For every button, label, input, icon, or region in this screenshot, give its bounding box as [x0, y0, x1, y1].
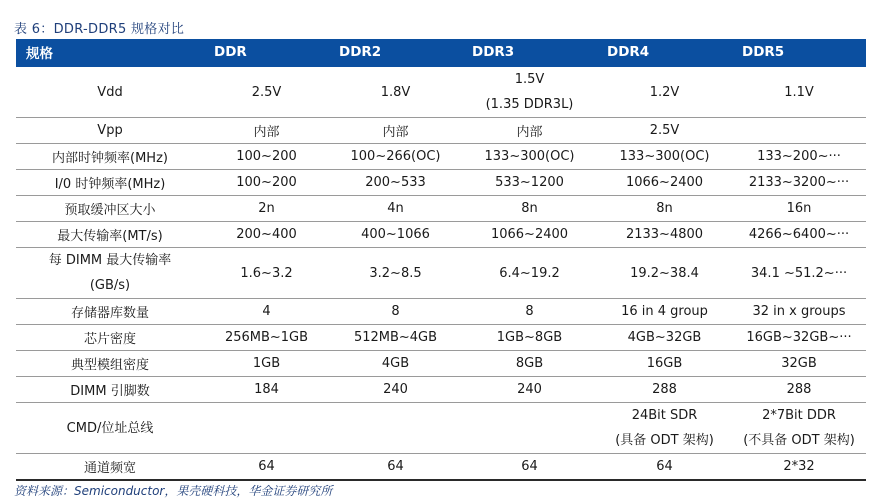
cell-text: 200~400: [236, 227, 297, 242]
table-cell: [597, 299, 732, 325]
cell-text: 4: [262, 304, 271, 319]
cell-text: 100~266(OC): [350, 149, 441, 164]
table-row: [16, 248, 866, 299]
row-label: [16, 403, 204, 454]
table-cell: [462, 248, 597, 299]
table-row: [16, 454, 866, 481]
cell-text: 1.1V: [784, 84, 814, 100]
row-label-text: 预取缓冲区大小: [64, 203, 156, 218]
row-label-text: 每 DIMM 最大传输率: [48, 253, 172, 268]
table-cell: [462, 118, 597, 144]
row-label-text: (GB/s): [89, 278, 131, 293]
cell-text: 64: [521, 459, 538, 474]
table-cell: [204, 248, 329, 299]
cell-text: 8GB: [515, 356, 544, 371]
row-label-text: Vpp: [97, 123, 123, 138]
table-cell: [329, 118, 462, 144]
cell-text: 1.2V: [649, 84, 680, 100]
row-label: [16, 66, 204, 118]
table-cell: [462, 66, 597, 118]
table-cell: [732, 144, 866, 170]
cell-text: 8n: [521, 201, 538, 216]
cell-text: 32GB: [781, 356, 817, 371]
table-cell: [597, 66, 732, 118]
table-cell: [204, 66, 329, 118]
table-cell: [329, 351, 462, 377]
table-cell: [597, 454, 732, 481]
table-cell: [204, 377, 329, 403]
cell-text: 2.5V: [649, 123, 680, 138]
row-label-text: 最大传输率(MT/s): [57, 229, 163, 244]
table-cell: [329, 403, 462, 454]
table-cell: [329, 454, 462, 481]
cell-text: 4GB: [381, 356, 410, 371]
row-label: [16, 144, 204, 170]
header-ddr3: DDR3: [462, 39, 597, 66]
cell-text: 19.2~38.4: [630, 265, 699, 281]
table-cell: [732, 118, 866, 144]
table-cell: [732, 299, 866, 325]
row-label: [16, 454, 204, 481]
table-cell: [204, 170, 329, 196]
cell-text: 1GB~8GB: [496, 330, 563, 345]
table-cell: [329, 170, 462, 196]
table-cell: [597, 325, 732, 351]
table-cell: [597, 196, 732, 222]
cell-text: 16GB: [646, 356, 683, 371]
table-row: [16, 403, 866, 454]
table-cell: [462, 222, 597, 248]
table-cell: [732, 196, 866, 222]
header-ddr: DDR: [204, 39, 329, 66]
table-cell: [204, 299, 329, 325]
table-cell: [329, 377, 462, 403]
table-cell: [462, 299, 597, 325]
cell-text: 16n: [786, 201, 812, 216]
table-cell: [462, 351, 597, 377]
row-label-text: 典型模组密度: [70, 358, 149, 373]
table-row: [16, 196, 866, 222]
table-cell: [732, 248, 866, 299]
cell-text: 64: [656, 459, 673, 474]
row-label-text: CMD/位址总线: [66, 420, 154, 436]
cell-text: 64: [387, 459, 404, 474]
cell-text: 400~1066: [361, 227, 430, 242]
table-cell: [597, 403, 732, 454]
table-row: [16, 170, 866, 196]
table-cell: [329, 196, 462, 222]
row-label-text: DIMM 引脚数: [70, 384, 150, 399]
row-label: [16, 196, 204, 222]
table-cell: [329, 299, 462, 325]
table-row: [16, 351, 866, 377]
cell-text: 100~200: [236, 149, 297, 164]
table-cell: [462, 454, 597, 481]
cell-text: 2133~4800: [625, 227, 704, 242]
ddr-spec-table: [16, 39, 866, 481]
cell-text: (1.35 DDR3L): [485, 97, 574, 112]
table-caption: 表 6：DDR-DDR5 规格对比: [14, 22, 185, 37]
table-row: [16, 222, 866, 248]
header-ddr4: DDR4: [597, 39, 732, 66]
table-cell: [204, 144, 329, 170]
cell-text: 内部: [253, 125, 280, 140]
table-cell: [329, 66, 462, 118]
cell-text: 内部: [516, 125, 543, 140]
table-row: [16, 66, 866, 118]
row-label: [16, 222, 204, 248]
header-spec: 规格: [16, 39, 204, 66]
table-row: [16, 144, 866, 170]
cell-text: 1.5V: [514, 72, 545, 87]
table-cell: [597, 170, 732, 196]
table-cell: [732, 222, 866, 248]
cell-text: 2*32: [783, 459, 815, 474]
row-label-text: Vdd: [97, 84, 123, 100]
cell-text: 240: [517, 382, 542, 397]
cell-text: 内部: [382, 125, 409, 140]
table-row: [16, 299, 866, 325]
cell-text: 34.1 ~51.2~···: [750, 265, 848, 281]
source-note: 资料来源：Semiconductor，果壳硬科技，华金证券研究所: [14, 484, 333, 498]
table-cell: [732, 454, 866, 481]
table-body: [16, 66, 866, 480]
cell-text: 133~200~···: [757, 149, 841, 164]
cell-text: 200~533: [365, 175, 426, 190]
cell-text: 533~1200: [495, 175, 564, 190]
cell-text: 8n: [656, 201, 673, 216]
row-label-text: I/0 时钟频率(MHz): [54, 177, 166, 192]
cell-text: 133~300(OC): [619, 149, 710, 164]
cell-text: 16GB~32GB~···: [746, 330, 852, 345]
table-cell: [462, 170, 597, 196]
table-cell: [597, 377, 732, 403]
table-cell: [204, 196, 329, 222]
row-label-text: 存储器库数量: [70, 306, 149, 321]
table-cell: [732, 66, 866, 118]
cell-text: 2n: [258, 201, 275, 216]
cell-text: (具备 ODT 架构): [615, 433, 714, 448]
cell-text: 24Bit SDR: [631, 408, 698, 423]
table-cell: [329, 144, 462, 170]
cell-text: 64: [258, 459, 275, 474]
cell-text: 6.4~19.2: [499, 265, 560, 281]
cell-text: 512MB~4GB: [353, 330, 438, 345]
cell-text: (不具备 ODT 架构): [743, 433, 855, 448]
cell-text: 1.6~3.2: [240, 265, 293, 281]
header-ddr2: DDR2: [329, 39, 462, 66]
row-label: [16, 377, 204, 403]
cell-text: 1066~2400: [625, 175, 704, 190]
table-cell: [597, 248, 732, 299]
table-cell: [462, 196, 597, 222]
row-label: [16, 325, 204, 351]
cell-text: 4GB~32GB: [627, 330, 702, 345]
table-cell: [204, 454, 329, 481]
table-cell: [597, 118, 732, 144]
table-cell: [204, 403, 329, 454]
table-cell: [329, 248, 462, 299]
table-cell: [462, 403, 597, 454]
cell-text: 184: [254, 382, 279, 397]
cell-text: 2133~3200~···: [748, 175, 850, 190]
cell-text: 16 in 4 group: [621, 304, 708, 319]
header-row: [16, 39, 866, 66]
row-label: [16, 118, 204, 144]
table-cell: [204, 118, 329, 144]
table-cell: [462, 377, 597, 403]
cell-text: 8: [391, 304, 400, 319]
table-cell: [732, 377, 866, 403]
table-row: [16, 325, 866, 351]
cell-text: 32 in x groups: [752, 304, 846, 319]
cell-text: 1066~2400: [490, 227, 569, 242]
cell-text: 1GB: [252, 356, 281, 371]
cell-text: 2*7Bit DDR: [762, 408, 836, 423]
header-ddr5: DDR5: [732, 39, 866, 66]
cell-text: 4n: [387, 201, 404, 216]
table-cell: [597, 351, 732, 377]
cell-text: 4266~6400~···: [748, 227, 850, 242]
row-label-text: 芯片密度: [83, 332, 136, 347]
table-cell: [732, 403, 866, 454]
table-cell: [462, 325, 597, 351]
cell-text: 288: [786, 382, 812, 397]
table-cell: [732, 351, 866, 377]
row-label: [16, 170, 204, 196]
table-cell: [462, 144, 597, 170]
cell-text: 288: [652, 382, 677, 397]
table-cell: [329, 222, 462, 248]
row-label-text: 通道频宽: [83, 461, 136, 476]
table-row: [16, 118, 866, 144]
table-cell: [597, 222, 732, 248]
table-cell: [204, 351, 329, 377]
row-label-text: 内部时钟频率(MHz): [52, 151, 168, 166]
table-cell: [204, 325, 329, 351]
table-cell: [597, 144, 732, 170]
cell-text: 133~300(OC): [484, 149, 575, 164]
row-label: [16, 351, 204, 377]
cell-text: 1.8V: [380, 84, 411, 100]
row-label: [16, 299, 204, 325]
table-cell: [204, 222, 329, 248]
cell-text: 240: [383, 382, 408, 397]
cell-text: 3.2~8.5: [369, 265, 422, 281]
cell-text: 2.5V: [251, 84, 282, 100]
table-row: [16, 377, 866, 403]
table-cell: [329, 325, 462, 351]
table-cell: [732, 325, 866, 351]
cell-text: 256MB~1GB: [224, 330, 309, 345]
cell-text: 100~200: [236, 175, 297, 190]
table-cell: [732, 170, 866, 196]
cell-text: 8: [525, 304, 534, 319]
row-label: [16, 248, 204, 299]
